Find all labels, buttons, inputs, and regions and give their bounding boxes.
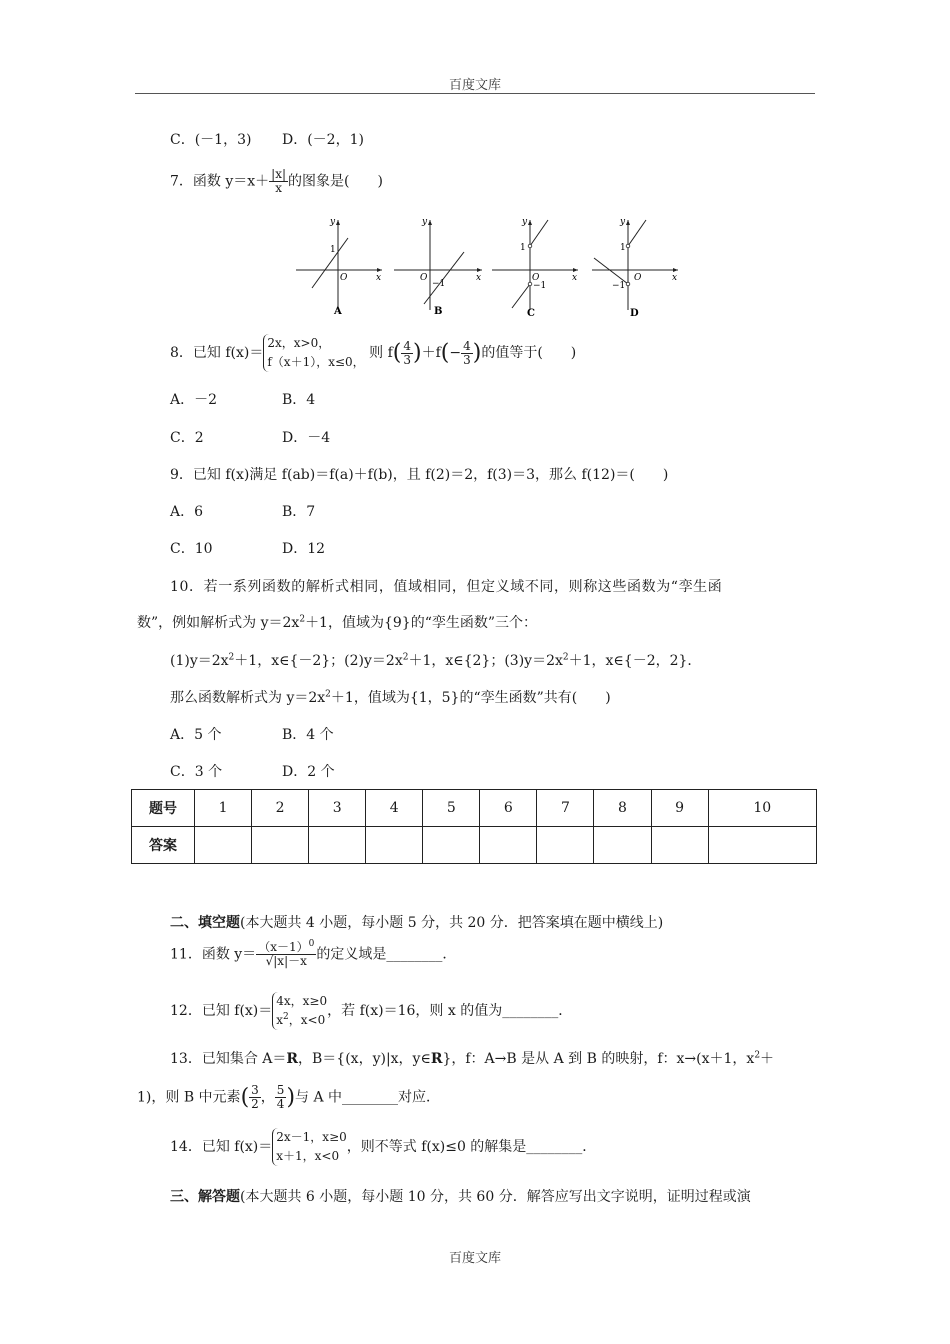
graph-b-y-label: y: [422, 217, 428, 227]
q11-stem: 11．函数 y＝ $\frac{(x-1)^0}{√|x|-x}$ 的定义域是________．: [170, 939, 457, 968]
section-3-title: 三、解答题: [170, 1189, 240, 1205]
q13-line-2: 1)，则 B 中元素( $\frac{3}{2}$ ， $\frac{5}{4}$ )与 A 中________对应．: [137, 1083, 441, 1111]
graph-d: [592, 217, 678, 319]
graph-c: [492, 217, 578, 319]
page-footer-title: 百度文库: [448, 1251, 501, 1266]
graph-b-label: B: [434, 306, 443, 317]
section-2-desc: (本大题共 4 小题，每小题 5 分，共 20 分．把答案填在题中横线上): [240, 915, 664, 931]
q12-piecewise: 4x，x≥0 $x^2$，x<0: [272, 992, 327, 1030]
q10-option-d: D．2 个: [282, 764, 335, 780]
table-cell-answer: [708, 827, 816, 864]
q8-option-a: A．－2: [170, 392, 218, 408]
q10-line-4: 那么函数解析式为 $y=2x^2+1$，值域为{1，5}的“孪生函数”共有( ): [170, 689, 611, 706]
graph-d-y-label: y: [620, 217, 626, 227]
q10-line-2: 数”，例如解析式为 $y=2x^2+1$，值域为{9}的“孪生函数”三个：: [137, 614, 538, 631]
graph-a-label: A: [334, 306, 342, 317]
q10-option-c: C．3 个: [170, 764, 223, 780]
q8-piecewise: 2x，x>0， f（x＋1），x≤0，: [263, 334, 364, 372]
q8-option-c: C．2: [170, 430, 204, 446]
q9-option-a: A．6: [170, 504, 204, 520]
q7-prefix: 7．函数 y＝x＋: [170, 173, 270, 190]
graph-b-tick: −1: [432, 279, 446, 289]
table-cell-answer: [252, 827, 309, 864]
table-cell-number: 4: [366, 790, 423, 827]
q8-prefix: 8．已知 f(x)＝: [170, 345, 264, 361]
graph-a-origin: O: [340, 273, 348, 283]
graph-c-tick-2: −1: [533, 281, 547, 291]
graph-c-y-label: y: [522, 217, 528, 227]
graph-d-label: D: [630, 308, 639, 319]
graph-d-origin: O: [634, 273, 642, 283]
table-cell-number: 8: [594, 790, 651, 827]
q12-stem: 12．已知 f(x)＝ 4x，x≥0 $x^2$，x<0 ，若 f(x)＝16，则 x 的值为________．: [170, 992, 572, 1030]
table-cell-number: 10: [708, 790, 816, 827]
graph-a-y-label: y: [330, 217, 336, 227]
table-cell-number: 1: [195, 790, 252, 827]
q13-frac-1: $\frac{3}{2}$: [251, 1083, 259, 1111]
header-rule: [135, 93, 815, 94]
section-3-heading: [170, 1186, 751, 1206]
table-cell-answer: [366, 827, 423, 864]
q8-plus: ＋f: [421, 345, 441, 361]
q13-line-1: 13．已知集合 A＝R，B＝{(x，y)|x，y∈R}，f：A→B 是从 A 到 B 的映射，f：x→(x＋1，$x^2+$: [170, 1050, 775, 1067]
q8-option-d: D．－4: [282, 430, 331, 446]
graph-a: [296, 217, 382, 317]
table-cell-answer: [651, 827, 708, 864]
q8-stem: 8．已知 f(x)＝ 2x，x>0， f（x＋1），x≤0， 则 f( $\frac{4}{3}$ )＋f(− $\frac{4}{3}$ )的值等于( ): [170, 334, 576, 372]
q9-stem: 9．已知 f(x)满足 f(ab)＝f(a)＋f(b)，且 f(2)＝2，f(3)＝3，那么 f(12)＝( ): [170, 467, 669, 483]
q8-option-b: B．4: [282, 392, 316, 408]
table-cell-number: 3: [309, 790, 366, 827]
graph-a-x-label: x: [376, 273, 382, 283]
table-header-question-number: 题号: [132, 790, 195, 827]
graph-b: [394, 217, 482, 317]
table-cell-answer: [309, 827, 366, 864]
graph-b-origin: O: [420, 273, 428, 283]
graph-c-origin: O: [532, 273, 540, 283]
q9-option-d: D．12: [282, 541, 326, 557]
section-2-title: 二、填空题: [170, 915, 240, 931]
table-cell-answer: [195, 827, 252, 864]
page-header-title: 百度文库: [448, 78, 501, 93]
section-2-heading: [170, 912, 663, 932]
q7-fraction: $\frac{|x|}{x}$: [271, 167, 287, 195]
graph-d-x-label: x: [672, 273, 678, 283]
q6-option-c: C．(－1，3): [170, 132, 252, 148]
section-3-desc: (本大题共 6 小题，每小题 10 分，共 60 分．解答应写出文字说明，证明过程或演: [240, 1189, 751, 1205]
q8-frac-2: $\frac{4}{3}$: [463, 338, 471, 367]
q6-option-d: D．(－2，1): [282, 132, 364, 148]
table-row-answers: [132, 827, 817, 864]
table-cell-answer: [537, 827, 594, 864]
q11-fraction: $\frac{(x-1)^0}{√|x|-x}$: [258, 939, 315, 968]
q10-line-1: 10．若一系列函数的解析式相同，值域相同，但定义域不同，则称这些函数为“孪生函: [170, 579, 723, 595]
graph-a-tick: 1: [330, 245, 336, 255]
q8-suffix: 的值等于( ): [481, 345, 577, 361]
table-cell-number: 7: [537, 790, 594, 827]
graph-d-tick-2: −1: [612, 281, 626, 291]
table-cell-number: 2: [252, 790, 309, 827]
graph-c-tick-1: 1: [520, 243, 526, 253]
q10-option-a: A．5 个: [170, 727, 222, 743]
table-cell-answer: [480, 827, 537, 864]
q7-graphs: [290, 212, 690, 320]
table-cell-answer: [594, 827, 651, 864]
table-cell-answer: [423, 827, 480, 864]
q10-option-b: B．4 个: [282, 727, 334, 743]
graph-b-x-label: x: [476, 273, 482, 283]
q8-frac-1: $\frac{4}{3}$: [403, 338, 411, 367]
answer-table: [131, 789, 817, 864]
table-header-answer: 答案: [132, 827, 195, 864]
q7-suffix: 的图象是( ): [288, 173, 383, 190]
table-row-numbers: [132, 790, 817, 827]
table-cell-number: 5: [423, 790, 480, 827]
q14-piecewise: 2x－1，x≥0 x＋1，x<0: [272, 1128, 347, 1166]
q14-stem: 14．已知 f(x)＝ 2x－1，x≥0 x＋1，x<0 ，则不等式 f(x)≤0 的解集是________．: [170, 1128, 596, 1166]
q8-mid: 则 f: [369, 345, 393, 361]
q9-option-c: C．10: [170, 541, 213, 557]
graph-d-tick-1: 1: [620, 243, 626, 253]
q7-stem: [170, 168, 383, 195]
q9-option-b: B．7: [282, 504, 316, 520]
q13-frac-2: $\frac{5}{4}$: [276, 1083, 285, 1111]
graph-c-x-label: x: [572, 273, 578, 283]
table-cell-number: 9: [651, 790, 708, 827]
q10-line-3: $(1)y=2x^2+1$，x∈{－2}；$(2)y=2x^2+1$，x∈{2}；$(3)y=2x^2+1$，x∈{－2，2}．: [170, 652, 702, 669]
table-cell-number: 6: [480, 790, 537, 827]
graph-c-label: C: [527, 308, 535, 319]
